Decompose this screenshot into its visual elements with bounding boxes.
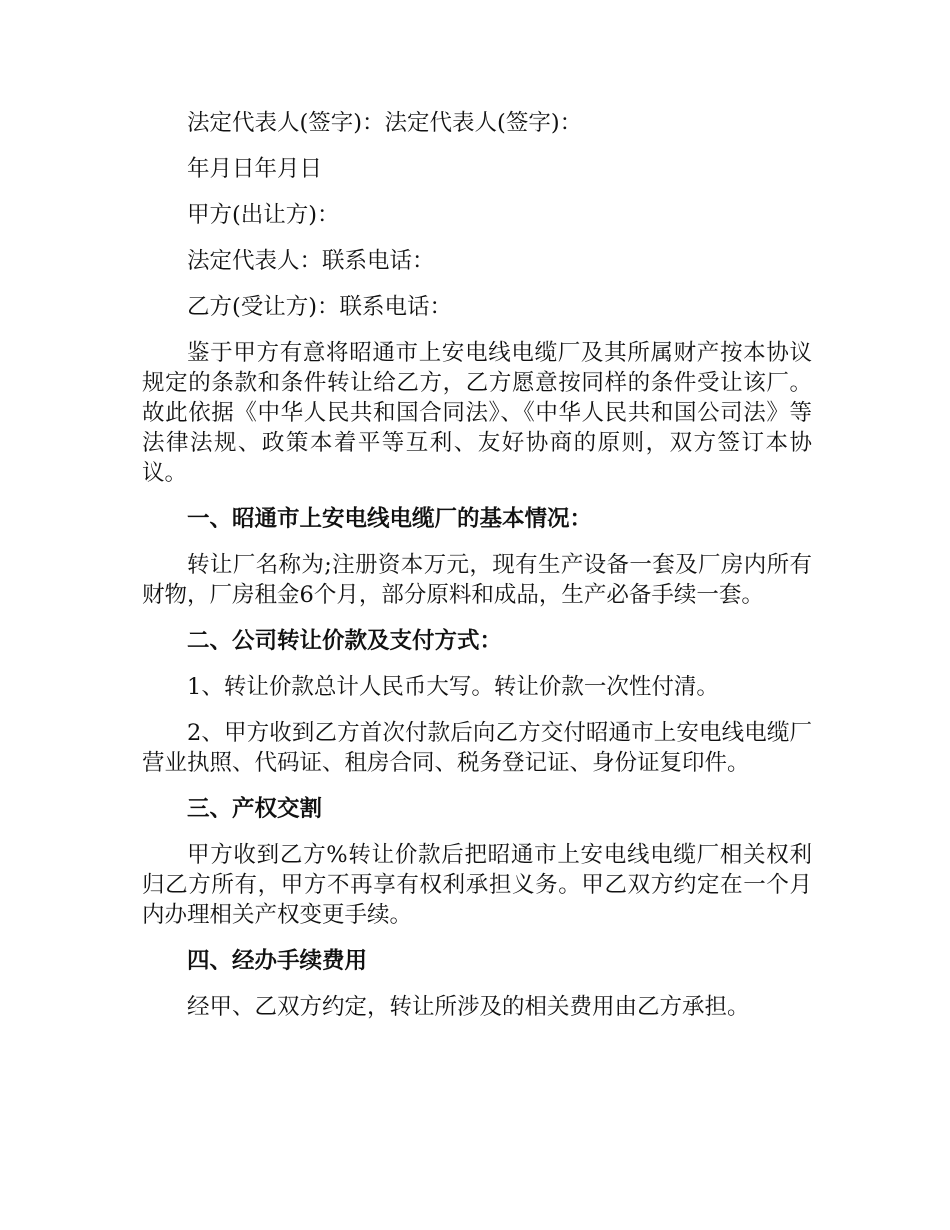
document-page (142, 108, 812, 1038)
section-4-body: 经甲、乙双方约定，转让所涉及的相关费用由乙方承担。 (187, 994, 750, 1020)
date-line: 年月日年月日 (187, 156, 323, 182)
section-1-heading: 一、昭通市上安电线电缆厂的基本情况： (187, 506, 593, 532)
intro-paragraph: 鉴于甲方有意将昭通市上安电线电缆厂及其所属财产按本协议规定的条款和条件转让给乙方，乙方愿意按同样的条件受让该厂。故此依据《中华人民共和国合同法》、《中华人民共和国公司法》等法律法规、政策本着平等互利、友好协商的原则，双方签订本协议。 (142, 340, 812, 486)
section-4-heading: 四、经办手续费用 (187, 948, 368, 974)
section-2-item-1: 1、转让价款总计人民币大写。转让价款一次性付清。 (187, 674, 719, 700)
section-3-heading: 三、产权交割 (187, 796, 323, 822)
section-1-body: 转让厂名称为;注册资本万元，现有生产设备一套及厂房内所有财物，厂房租金6个月，部分原料和成品，生产必备手续一套。 (142, 552, 812, 608)
section-2-item-2: 2、甲方收到乙方首次付款后向乙方交付昭通市上安电线电缆厂营业执照、代码证、租房合同、税务登记证、身份证复印件。 (142, 720, 812, 776)
signature-line: 法定代表人(签字)：法定代表人(签字)： (187, 110, 583, 136)
representative-line: 法定代表人：联系电话： (187, 248, 435, 274)
section-3-body: 甲方收到乙方%转让价款后把昭通市上安电线电缆厂相关权利归乙方所有，甲方不再享有权利承担义务。甲乙双方约定在一个月内办理相关产权变更手续。 (142, 842, 812, 928)
section-2-heading: 二、公司转让价款及支付方式： (187, 628, 503, 654)
party-a-line: 甲方(出让方)： (187, 202, 340, 228)
party-b-line: 乙方(受让方)：联系电话： (187, 294, 453, 320)
